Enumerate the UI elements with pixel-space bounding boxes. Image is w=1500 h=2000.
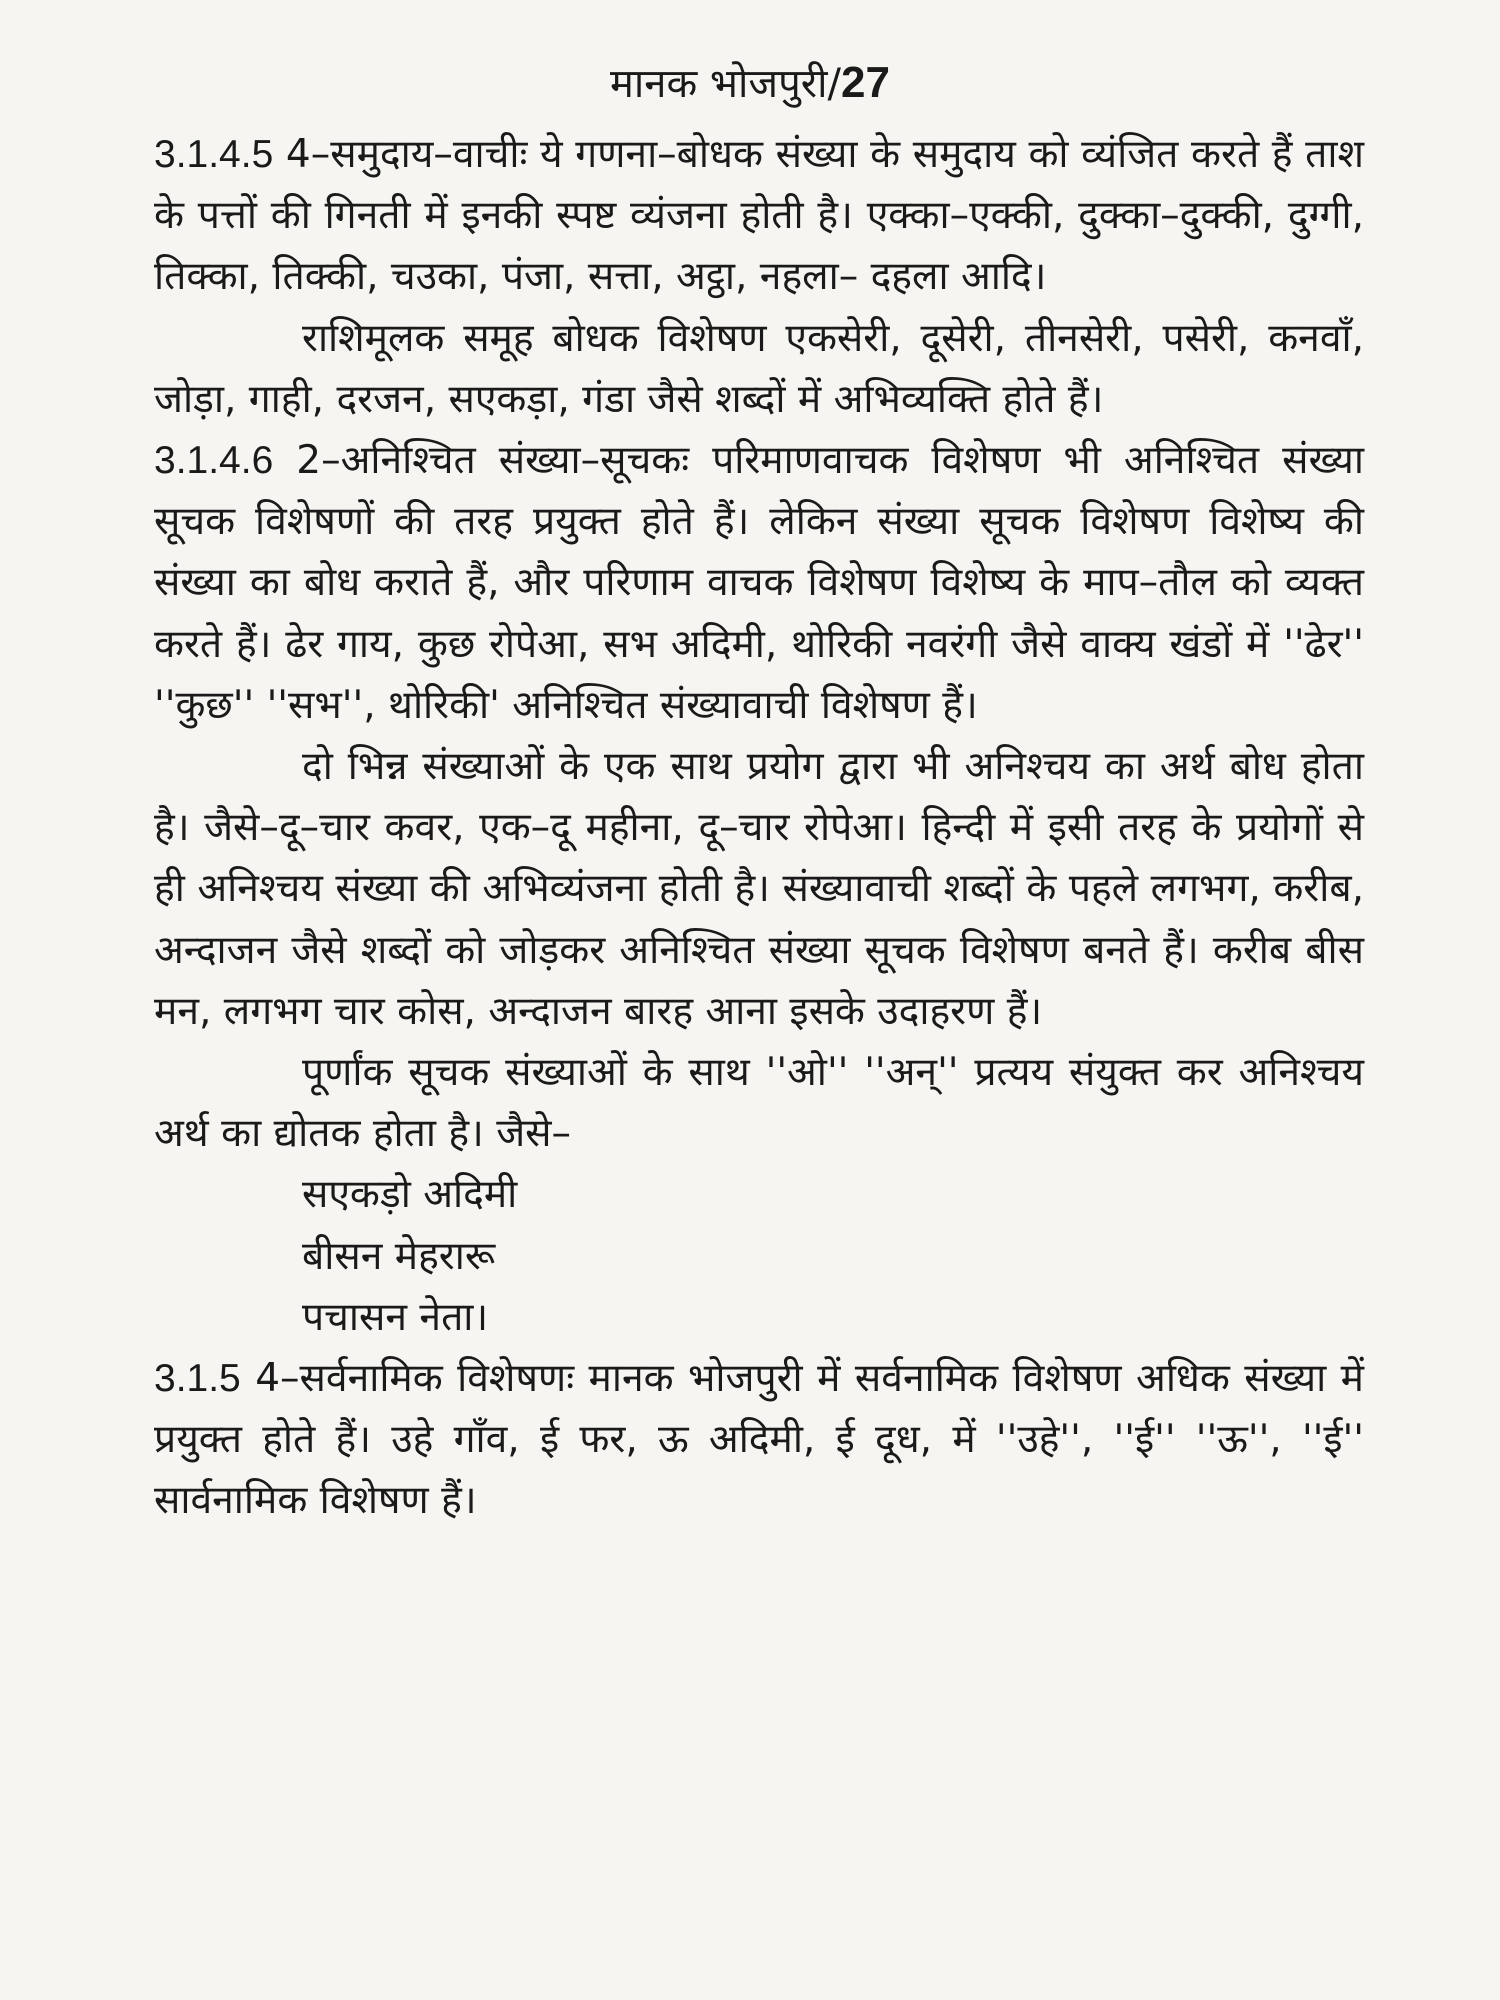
- paragraph-text: राशिमूलक समूह बोधक विशेषण एकसेरी, दूसेरी, तीनसेरी, पसेरी, कनवाँ, जोड़ा, गाही, दरजन, सएकड़ा, गंडा जैसे शब्दों में अभिव्यक्ति होते हैं।: [154, 315, 1364, 422]
- example-item: बीसन मेहरारू: [302, 1233, 496, 1279]
- paragraph-text: 4–सर्वनामिक विशेषणः मानक भोजपुरी में सर्वनामिक विशेषण अधिक संख्या में प्रयुक्त होते हैं। उहे गाँव, ई फर, ऊ अदिमी, ई दूध, में ''उहे'', ''ई'' ''ऊ'', ''ई'' सार्वनामिक विशेषण हैं।: [154, 1356, 1364, 1524]
- example-list: [154, 1164, 1364, 1348]
- paragraph-text: 2–अनिश्चित संख्या–सूचकः परिमाणवाचक विशेषण भी अनिश्चित संख्या सूचक विशेषणों की तरह प्रयुक्त होते हैं। लेकिन संख्या सूचक विशेषण विशेष्य की संख्या का बोध कराते हैं, और परिणाम वाचक विशेषण विशेष्य के माप–तौल को व्यक्त करते हैं। ढेर गाय, कुछ रोपेआ, सभ अदिमी, थोरिकी नवरंगी जैसे वाक्य खंडों में ''ढेर'' ''कुछ'' ''सभ'', थोरिकी' अनिश्चित संख्यावाची विशेषण हैं।: [154, 438, 1364, 728]
- paragraph-text: दो भिन्न संख्याओं के एक साथ प्रयोग द्वारा भी अनिश्चय का अर्थ बोध होता है। जैसे–दू–चार कवर, एक–दू महीना, दू–चार रोपेआ। हिन्दी में इसी तरह के प्रयोगों से ही अनिश्चय संख्या की अभिव्यंजना होती है। संख्यावाची शब्दों के पहले लगभग, करीब, अन्दाजन जैसे शब्दों को जोड़कर अनिश्चित संख्या सूचक विशेषण बनते हैं। करीब बीस मन, लगभग चार कोस, अन्दाजन बारह आना इसके उदाहरण हैं।: [154, 744, 1364, 1034]
- page-header: [0, 55, 1500, 112]
- paragraph-samuday-vachi: [154, 124, 1364, 308]
- section-number: 3.1.4.6: [154, 439, 274, 483]
- example-item: सएकड़ो अदिमी: [302, 1172, 518, 1218]
- paragraph-bhinn-sankhya: [154, 736, 1364, 1042]
- paragraph-rashimoolak: [154, 308, 1364, 430]
- page-number: 27: [841, 58, 890, 107]
- paragraph-anishchit-sankhya: [154, 430, 1364, 736]
- section-number: 3.1.5: [154, 1357, 241, 1401]
- paragraph-text: 4–समुदाय–वाचीः ये गणना–बोधक संख्या के समुदाय को व्यंजित करते हैं ताश के पत्तों की गिनती में इनकी स्पष्ट व्यंजना होती है। एक्का–एक्की, दुक्का–दुक्की, दुग्गी, तिक्का, तिक्की, चउका, पंजा, सत्ता, अट्ठा, नहला– दहला आदि।: [154, 132, 1364, 300]
- paragraph-text: पूर्णांक सूचक संख्याओं के साथ ''ओ'' ''अन्'' प्रत्यय संयुक्त कर अनिश्चय अर्थ का द्योतक होता है। जैसे–: [154, 1050, 1364, 1157]
- paragraph-sarvanamik: [154, 1348, 1364, 1532]
- running-title: मानक भोजपुरी/: [610, 61, 842, 107]
- page-body: [154, 124, 1364, 1532]
- paragraph-poornank: [154, 1042, 1364, 1164]
- example-item: पचासन नेता।: [302, 1294, 489, 1340]
- section-number: 3.1.4.5: [154, 133, 274, 176]
